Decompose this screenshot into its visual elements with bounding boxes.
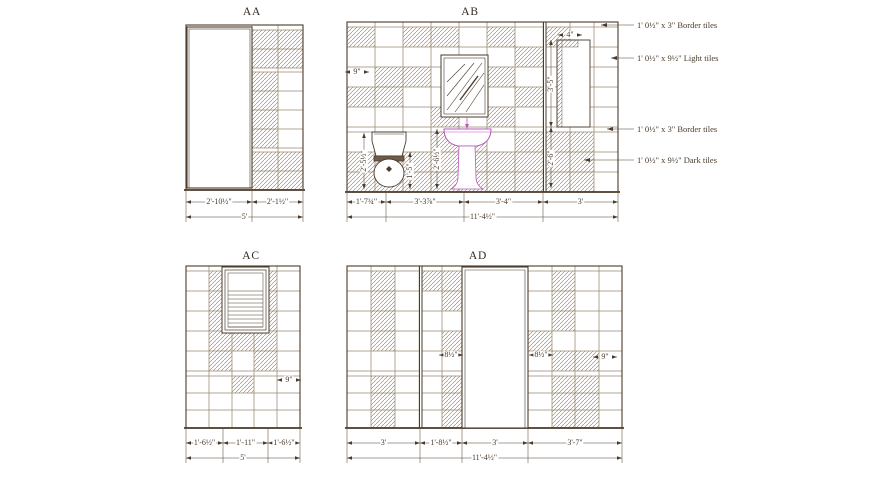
dim-label: 3' <box>380 437 387 447</box>
dim-label: 3'-5" <box>545 75 555 92</box>
dim-label: 11'-4½" <box>469 211 496 221</box>
dim-label: 4" <box>566 29 574 39</box>
dim-label: 1'-7¾" <box>355 196 378 206</box>
dim-label: 2'-1½" <box>266 196 289 206</box>
legend-item-dark-tiles: 1' 0½" x 9½" Dark tiles <box>637 155 718 165</box>
dim-label: 2'-5½" <box>358 150 368 172</box>
dim-label: 9" <box>353 66 361 76</box>
legend-item-light-tiles: 1' 0½" x 9½" Light tiles <box>637 53 719 63</box>
dim-label: 3'-4" <box>495 196 512 206</box>
dim-label: 5' <box>241 211 248 221</box>
elevation-ab-title: AB <box>461 6 479 18</box>
dim-label: 2'-6½" <box>431 148 441 170</box>
dim-label: 1'-8½" <box>430 437 452 447</box>
dim-label: 5' <box>240 452 246 462</box>
dim-label: 2'-6" <box>545 149 555 166</box>
dim-label: 2'-10½" <box>206 196 232 206</box>
dim-label: 9" <box>601 351 609 361</box>
dim-label: 3' <box>577 196 584 206</box>
dim-label: 1'-11" <box>235 437 256 447</box>
elevation-ad-title: AD <box>468 250 488 262</box>
dim-label: 8½" <box>534 349 548 359</box>
dim-label: 3' <box>492 437 498 447</box>
elevation-ac-title: AC <box>242 250 260 262</box>
dim-label: 1'-5" <box>404 162 414 179</box>
elevation-aa-title: AA <box>242 6 262 18</box>
dim-label: 1'-6½" <box>273 437 295 447</box>
dim-label: 8½" <box>444 349 458 359</box>
dim-label: 1'-6½" <box>193 437 216 447</box>
dim-label: 3'-7" <box>567 437 583 447</box>
dim-label: 3'-3⅞" <box>414 196 436 206</box>
legend-item-border-tiles-top: 1' 0½" x 3" Border tiles <box>637 20 718 30</box>
dim-label: 11'-4½" <box>471 452 498 462</box>
dim-label: 9" <box>285 374 293 384</box>
legend-item-border-tiles-mid: 1' 0½" x 3" Border tiles <box>637 124 718 134</box>
